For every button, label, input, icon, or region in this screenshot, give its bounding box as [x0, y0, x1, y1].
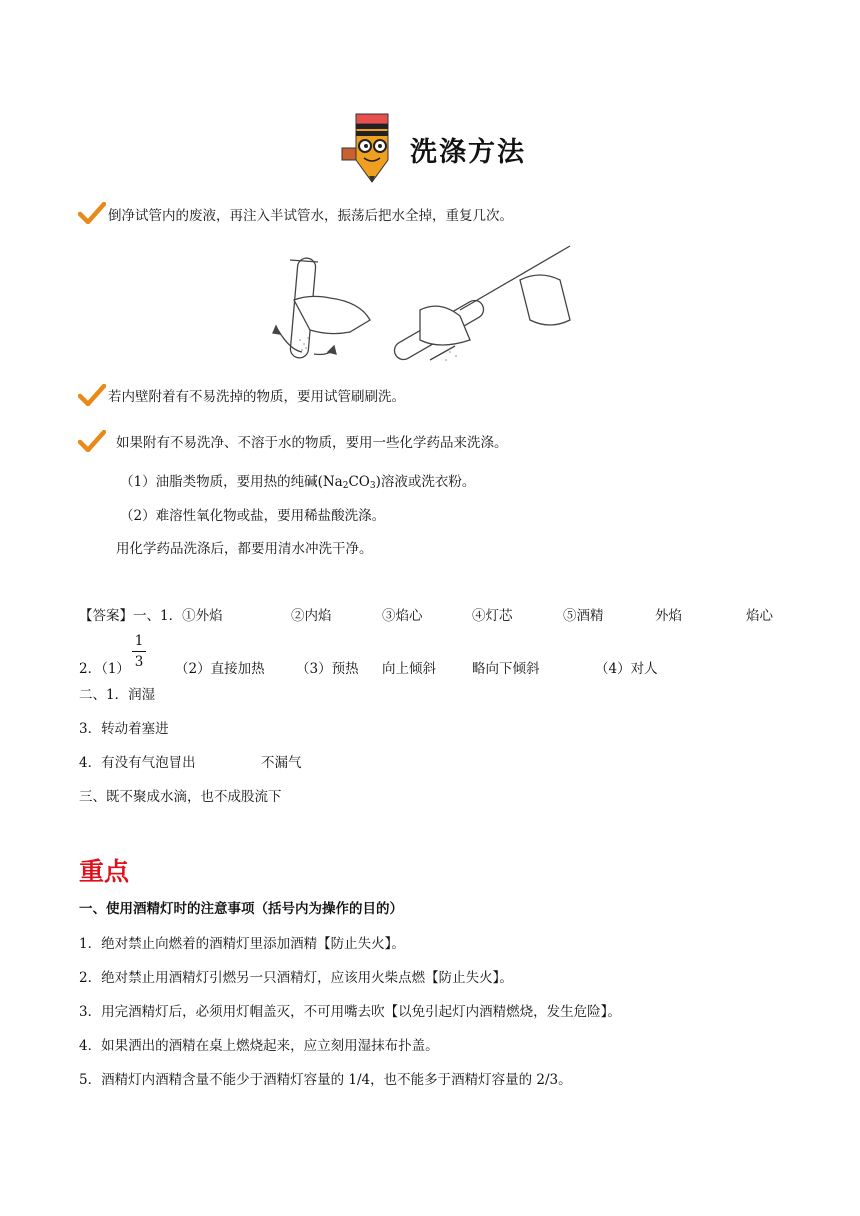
answer-row1-c2: ②内焰: [291, 608, 332, 624]
page-title: 洗涤方法: [410, 137, 526, 168]
key-point-3: 3．用完酒精灯后，必须用灯帽盖灭，不可用嘴去吹【以免引起灯内酒精燃烧，发生危险】。: [79, 1004, 621, 1020]
section-heading: 重点: [79, 857, 130, 886]
answer-line-2-1: 二、1．润湿: [79, 687, 156, 703]
answer-row1-c4: ④灯芯: [472, 608, 513, 624]
answer-row1-c1: 【答案】一、1．①外焰: [79, 608, 223, 624]
answer-line-2-4a: 4．有没有气泡冒出: [79, 755, 196, 771]
answer-row1-c5: ⑤酒精: [563, 608, 604, 624]
answer-row1-c3: ③焰心: [382, 608, 423, 624]
key-point-4: 4．如果洒出的酒精在桌上燃烧起来，应立刻用湿抹布扑盖。: [79, 1038, 439, 1054]
answer-line-2-3: 3．转动着塞进: [79, 721, 169, 737]
checkmark-icon: [78, 384, 106, 406]
answer-row2-prefix: 2．（1）: [79, 661, 130, 677]
answer-row2-c1: （2）直接加热: [175, 661, 265, 677]
fraction-denominator: 3: [134, 654, 144, 670]
fraction-one-third: [132, 632, 146, 671]
checkmark-icon: [78, 202, 106, 224]
checkmark-icon: [78, 430, 106, 452]
sub-note: 用化学药品洗涤后，都要用清水冲洗干净。: [116, 541, 373, 557]
key-point-5: 5．酒精灯内酒精含量不能少于酒精灯容量的 1/4，也不能多于酒精灯容量的 2/3。: [79, 1072, 572, 1088]
sub-item-1: （1）油脂类物质，要用热的纯碱$(Na_2CO_3)$溶液或洗衣粉。: [120, 474, 476, 491]
bullet-text-1: 倒净试管内的废液，再注入半试管水，振荡后把水全掉，重复几次。: [108, 208, 513, 224]
test-tube-washing-illustration: [270, 240, 590, 375]
key-point-2: 2．绝对禁止用酒精灯引燃另一只酒精灯，应该用火柴点燃【防止失火】。: [79, 970, 513, 986]
answer-line-3: 三、既不聚成水滴，也不成股流下: [79, 789, 282, 805]
answer-row2-c5: （4）对人: [595, 661, 658, 677]
answer-row2-c3: 向上倾斜: [382, 661, 436, 677]
key-point-1: 1．绝对禁止向燃着的酒精灯里添加酒精【防止失火】。: [79, 936, 405, 952]
answer-row1-c6: 外焰: [655, 608, 682, 624]
answer-row1-c7: 焰心: [746, 608, 773, 624]
answer-line-2-4b: 不漏气: [261, 755, 302, 771]
answer-row2-c4: 略向下倾斜: [472, 661, 540, 677]
answer-row2-c2: （3）预热: [296, 661, 359, 677]
sub-item-2: （2）难溶性氧化物或盐，要用稀盐酸洗涤。: [120, 508, 386, 524]
section-subheading: 一、使用酒精灯时的注意事项（括号内为操作的目的）: [79, 901, 403, 917]
bullet-text-2: 若内壁附着有不易洗掉的物质，要用试管刷刷洗。: [108, 389, 405, 405]
fraction-numerator: 1: [134, 633, 144, 649]
bullet-text-3: 如果附有不易洗净、不溶于水的物质，要用一些化学药品来洗涤。: [116, 435, 508, 451]
